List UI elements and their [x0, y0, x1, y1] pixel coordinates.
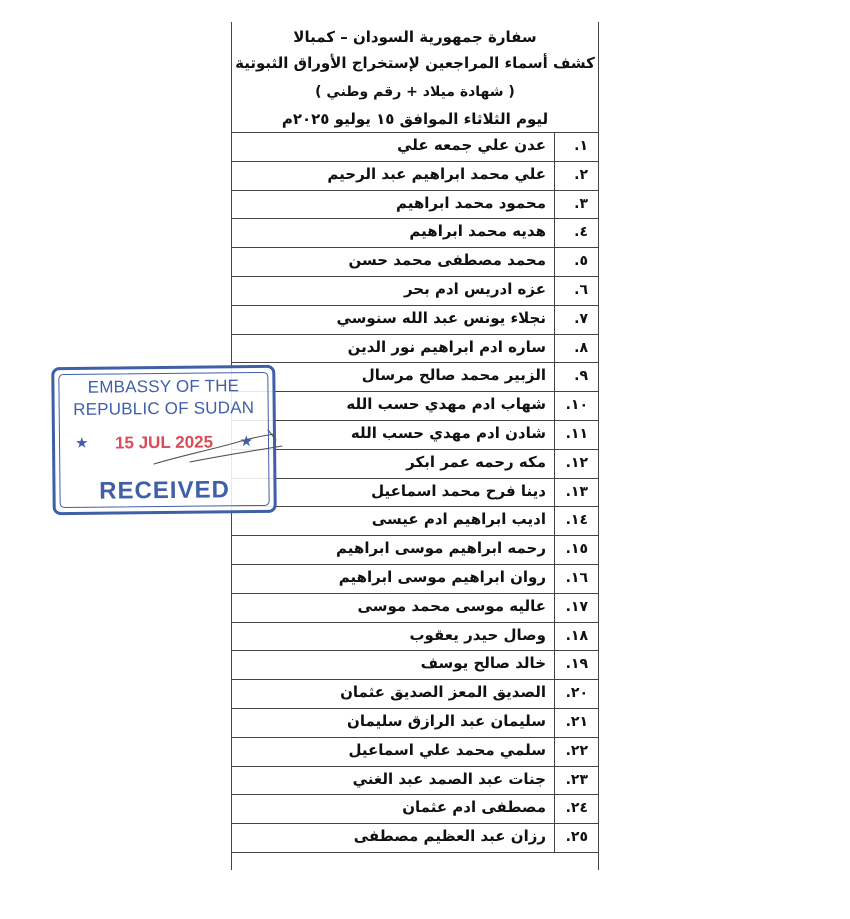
row-number: ٩.	[574, 368, 588, 385]
row-number: ١١.	[565, 425, 588, 442]
list-date: ليوم الثلاثاء الموافق ١٥ يوليو ٢٠٢٥م	[281, 110, 549, 128]
row-number: ١٧.	[565, 598, 588, 615]
row-number: ٨.	[574, 339, 588, 356]
row-number-cell	[554, 392, 598, 420]
applicant-name: شهاب ادم مهدي حسب الله	[346, 395, 546, 414]
table-row	[232, 306, 598, 335]
table-row	[232, 162, 598, 191]
applicant-name: مكه رحمه عمر ابكر	[406, 452, 546, 471]
applicant-name: عزه ادريس ادم بحر	[403, 279, 546, 298]
stamp-received-text: RECEIVED	[99, 476, 231, 505]
table-row	[232, 594, 598, 623]
table-row	[232, 219, 598, 248]
applicant-name: رحمه ابراهيم موسى ابراهيم	[336, 539, 546, 558]
row-number-cell	[554, 191, 598, 219]
row-number-cell	[554, 363, 598, 391]
document-types: ( شهادة ميلاد + رقم وطني )	[315, 84, 515, 100]
row-number-cell	[554, 219, 598, 247]
row-number-cell	[554, 306, 598, 334]
applicant-name: دينا فرح محمد اسماعيل	[371, 481, 546, 500]
applicant-name: وصال حيدر يعقوب	[409, 625, 546, 644]
row-number: ١.	[574, 138, 588, 154]
applicant-name: محمد مصطفى محمد حسن	[348, 251, 546, 270]
row-number-cell	[554, 536, 598, 564]
row-number-cell	[554, 421, 598, 449]
stamp-republic-text: REPUBLIC OF SUDAN	[73, 398, 255, 419]
table-row	[232, 738, 598, 767]
table-row	[232, 709, 598, 738]
applicant-name: اديب ابراهيم ادم عيسى	[371, 510, 546, 529]
applicant-name: علي محمد ابراهيم عبد الرحيم	[327, 164, 546, 183]
row-number: ١٩.	[565, 656, 588, 673]
table-row	[232, 277, 598, 306]
row-number-cell	[554, 680, 598, 708]
table-row	[232, 363, 598, 392]
applicant-name: سلمي محمد علي اسماعيل	[348, 740, 546, 759]
document-header	[232, 22, 598, 132]
row-number-cell	[554, 824, 598, 852]
row-number-cell	[554, 709, 598, 737]
row-number-cell	[554, 507, 598, 535]
row-number: ٢.	[574, 166, 588, 183]
table-row	[232, 248, 598, 277]
star-icon: ★	[74, 433, 89, 452]
embassy-title: سفارة جمهورية السودان – كمبالا	[293, 28, 537, 46]
row-number-cell	[554, 594, 598, 622]
signature-mark	[150, 426, 290, 472]
row-number-cell	[554, 623, 598, 651]
applicant-name: سليمان عبد الرازق سليمان	[347, 711, 546, 730]
table-row	[232, 392, 598, 421]
applicant-name: عاليه موسى محمد موسى	[357, 596, 546, 615]
row-number: ٢٤.	[565, 800, 588, 817]
row-number-cell	[554, 335, 598, 363]
table-row	[232, 507, 598, 536]
table-row	[232, 565, 598, 594]
table-row	[232, 191, 598, 220]
row-number-cell	[554, 248, 598, 276]
table-row	[232, 623, 598, 652]
row-number: ٥.	[574, 253, 588, 270]
applicant-name: الزبير محمد صالح مرسال	[361, 366, 546, 385]
applicant-name: جنات عبد الصمد عبد الغني	[352, 769, 546, 788]
row-number: ١٨.	[565, 627, 588, 644]
applicant-name: هديه محمد ابراهيم	[409, 222, 546, 241]
star-icon: ★	[239, 432, 254, 451]
table-row	[232, 479, 598, 508]
row-number-cell	[554, 450, 598, 478]
applicant-name: رزان عبد العظيم مصطفى	[353, 827, 546, 846]
row-number: ٢٥.	[565, 829, 588, 846]
row-number-cell	[554, 479, 598, 507]
row-number-cell	[554, 277, 598, 305]
row-number-cell	[554, 162, 598, 190]
row-number-cell	[554, 133, 598, 161]
row-number-cell	[554, 651, 598, 679]
table-row	[232, 133, 598, 162]
table-row	[232, 680, 598, 709]
applicant-name: ساره ادم ابراهيم نور الدين	[347, 337, 546, 356]
row-number-cell	[554, 565, 598, 593]
row-number: ٢٣.	[565, 771, 588, 788]
table-row	[232, 767, 598, 796]
row-number: ٢١.	[565, 713, 588, 730]
table-row	[232, 536, 598, 565]
applicant-name: خالد صالح يوسف	[420, 654, 546, 673]
row-number: ١٣.	[565, 483, 588, 500]
stamp-embassy-text: EMBASSY OF THE	[87, 376, 240, 397]
row-number: ٧.	[574, 310, 588, 327]
applicant-name: شادن ادم مهدي حسب الله	[350, 423, 546, 442]
applicant-name: عدن علي جمعه علي	[397, 136, 546, 154]
row-number-cell	[554, 795, 598, 823]
names-table	[232, 132, 598, 853]
row-number: ١٥.	[565, 541, 588, 558]
row-number: ٢٢.	[565, 742, 588, 759]
applicant-name: نجلاء يونس عبد الله سنوسي	[336, 308, 546, 327]
row-number: ٣.	[574, 195, 588, 212]
table-row	[232, 824, 598, 853]
applicant-name: الصديق المعز الصديق عثمان	[340, 683, 546, 702]
row-number: ٦.	[574, 281, 588, 298]
row-number: ٢٠.	[565, 685, 588, 702]
row-number-cell	[554, 767, 598, 795]
row-number: ١٢.	[565, 454, 588, 471]
table-row	[232, 651, 598, 680]
table-row	[232, 795, 598, 824]
applicant-name: مصطفى ادم عثمان	[402, 798, 546, 817]
row-number: ٤.	[574, 224, 588, 241]
applicant-name: محمود محمد ابراهيم	[395, 193, 546, 212]
list-title: كشف أسماء المراجعين لإستخراج الأوراق الثبوتية	[235, 54, 595, 72]
stamp-date: 15 JUL 2025	[114, 432, 214, 453]
row-number: ١٠.	[565, 397, 588, 414]
table-row	[232, 335, 598, 364]
applicant-name: روان ابراهيم موسى ابراهيم	[338, 567, 546, 586]
row-number: ١٦.	[565, 569, 588, 586]
row-number-cell	[554, 738, 598, 766]
row-number: ١٤.	[565, 512, 588, 529]
